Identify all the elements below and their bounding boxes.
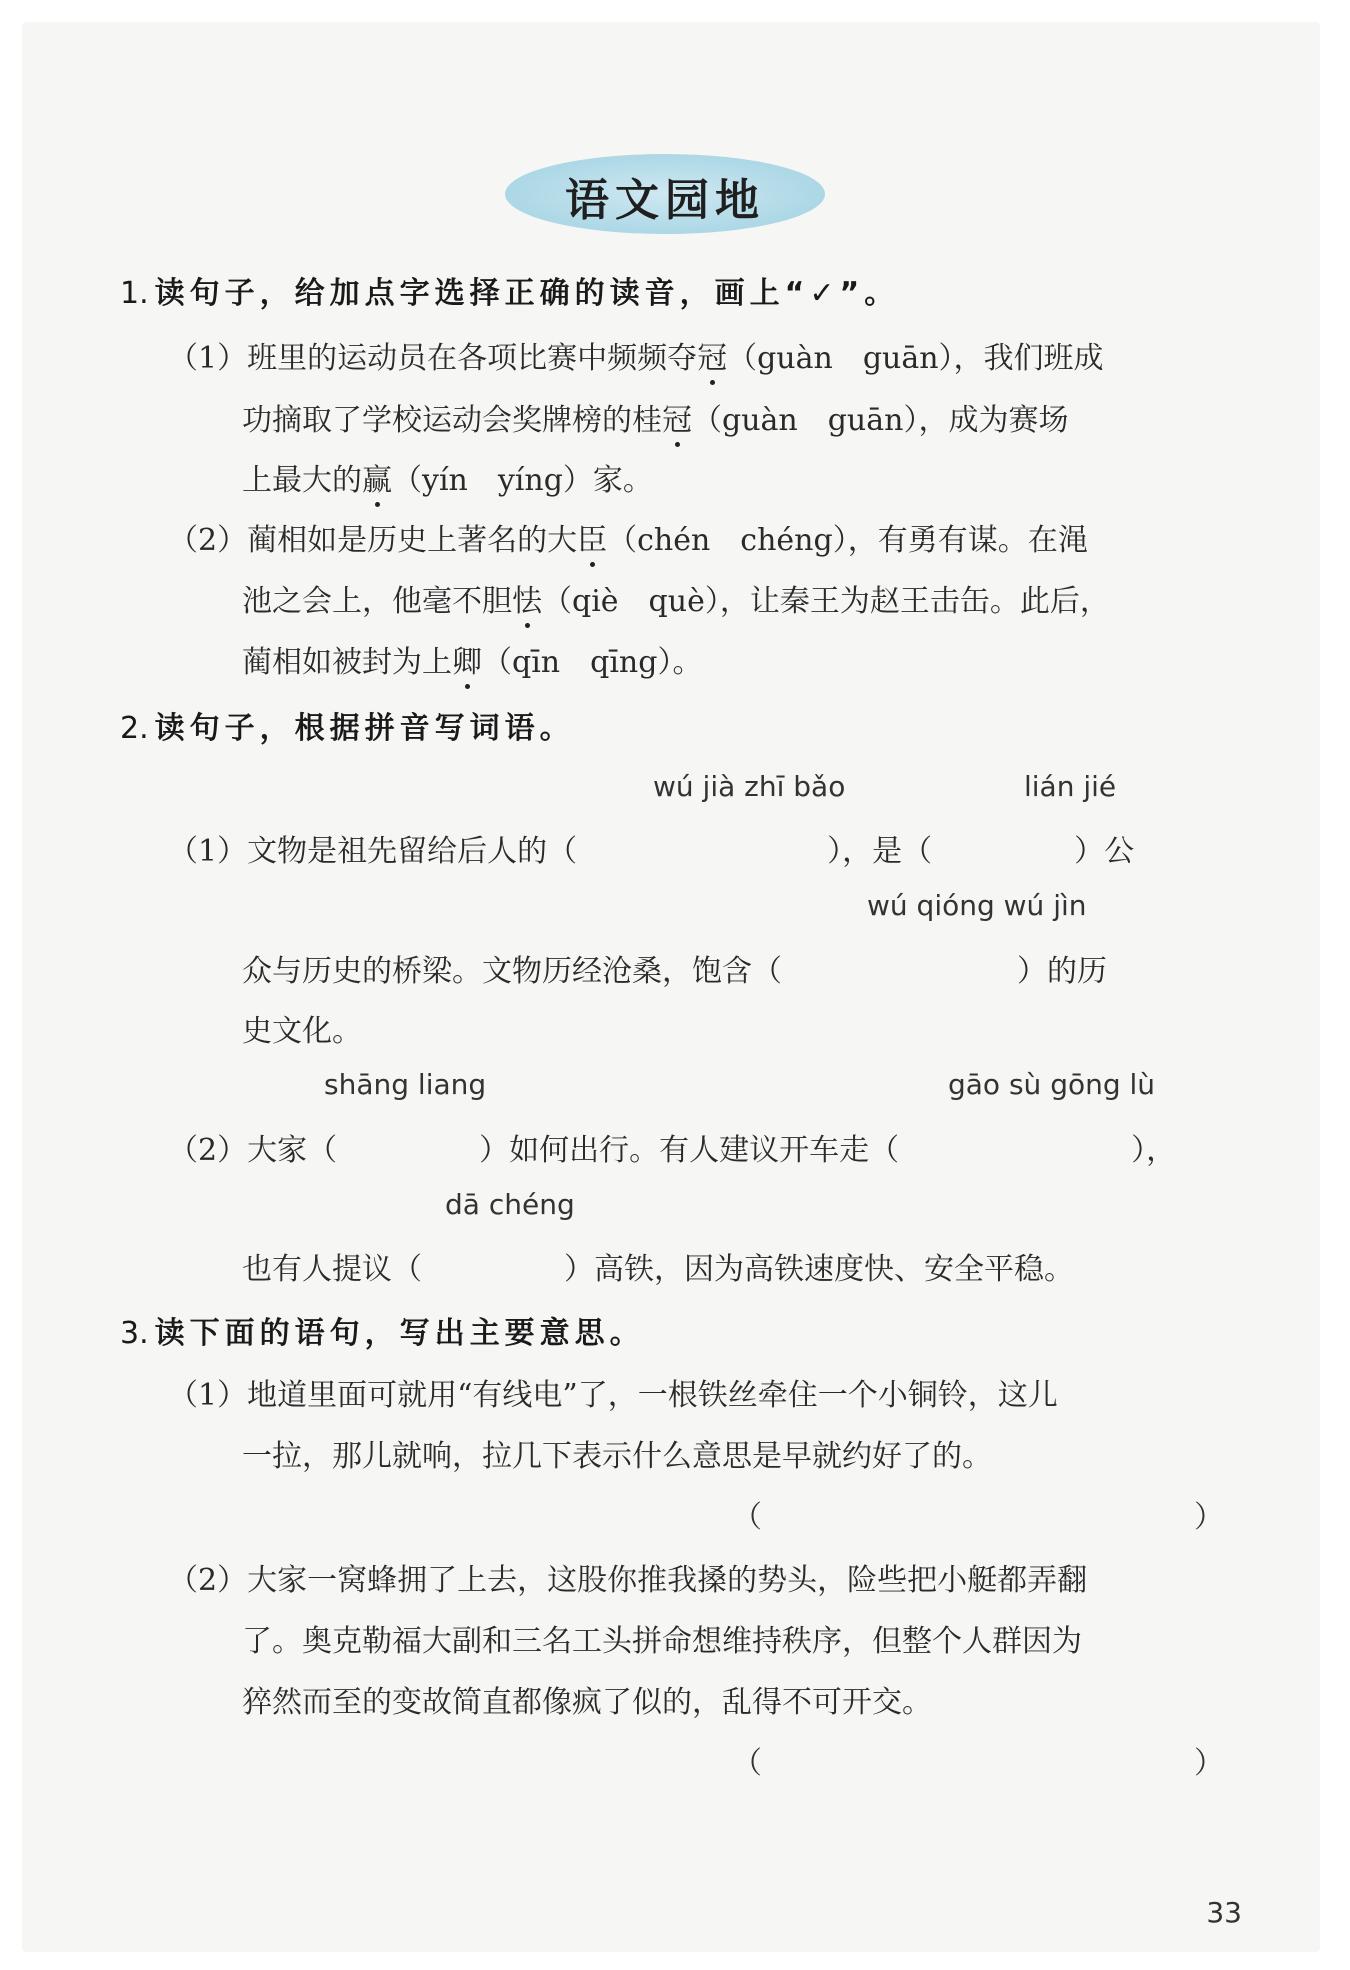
q1-item-1-pinyin-options[interactable]: （guàn guān），成为赛场 xyxy=(692,403,1069,438)
pinyin-hint: gāo sù gōng lù xyxy=(948,1068,1156,1101)
q2-item-1-label: （1） xyxy=(168,834,248,869)
dotted-character: 怯 xyxy=(512,576,542,620)
q3-item-1-label: （1） xyxy=(168,1378,248,1413)
q2-item-1-line-1 xyxy=(168,826,1134,870)
question-2-number: 2. xyxy=(120,711,149,746)
q3-item-1-line-1 xyxy=(168,1370,1058,1414)
q3-item-2-line-3: 猝然而至的变故简直都像疯了似的，乱得不可开交。 xyxy=(242,1685,932,1720)
pinyin-hint: wú jià zhī bǎo xyxy=(653,770,846,803)
q3-item-2-line-2: 了。奥克勒福大副和三名工头拼命想维持秩序，但整个人群因为 xyxy=(242,1624,1082,1659)
q2-item-2-text: ）， xyxy=(1131,1133,1177,1168)
summary-answer-field[interactable] xyxy=(765,1492,1185,1532)
q3-item-1-text: 地道里面可就用“有线电”了，一根铁丝牵住一个小铜铃，这儿 xyxy=(247,1378,1058,1413)
q2-item-2-line-1 xyxy=(168,1125,1176,1169)
q1-item-2-line-2 xyxy=(242,576,1110,620)
q1-item-1-text: 班里的运动员在各项比赛中频频夺 xyxy=(247,341,698,376)
q2-item-1-text: 文物是祖先留给后人的（ xyxy=(247,834,578,869)
q1-item-1-text: 上最大的 xyxy=(242,463,362,498)
q1-item-2-text: 蔺相如是历史上著名的大 xyxy=(247,523,578,558)
q2-item-2-text: ）如何出行。有人建议开车走（ xyxy=(479,1133,900,1168)
pinyin-hint: shāng liang xyxy=(324,1068,487,1101)
q1-item-2-pinyin-options[interactable]: （chén chéng），有勇有谋。在渑 xyxy=(607,523,1088,558)
page-number: 33 xyxy=(1206,1896,1242,1929)
q1-item-2-text: 池之会上，他毫不胆 xyxy=(242,584,512,619)
q2-item-2-line-2 xyxy=(242,1244,1074,1288)
q2-item-1-text: ）公 xyxy=(1074,834,1135,869)
pinyin-hint: wú qióng wú jìn xyxy=(867,889,1087,922)
q1-item-1-pinyin-options[interactable]: （yín yíng）家。 xyxy=(392,463,653,498)
pinyin-hint: lián jié xyxy=(1024,770,1117,803)
q1-item-2-pinyin-options[interactable]: （qiè què），让秦王为赵王击缶。此后， xyxy=(542,584,1110,619)
answer-close-paren: ） xyxy=(1194,1500,1224,1535)
q1-item-2-text: 蔺相如被封为上 xyxy=(242,645,452,680)
q3-item-2-line-1 xyxy=(168,1555,1087,1599)
q1-item-2-line-1 xyxy=(168,515,1088,559)
question-2-text: 读句子，根据拼音写词语。 xyxy=(154,711,575,746)
q2-item-1-line-3: 史文化。 xyxy=(242,1014,362,1049)
question-1-text: 读句子，给加点字选择正确的读音，画上“✓”。 xyxy=(154,276,900,311)
question-3-text: 读下面的语句，写出主要意思。 xyxy=(154,1316,645,1351)
dotted-character: 冠 xyxy=(697,333,727,377)
q2-item-2-text: 也有人提议（ xyxy=(242,1252,422,1287)
q3-item-2-text: 大家一窝蜂拥了上去，这股你推我搡的势头，险些把小艇都弄翻 xyxy=(247,1563,1088,1598)
q1-item-1-pinyin-options[interactable]: （guàn guān），我们班成 xyxy=(727,341,1104,376)
q1-item-1-line-2 xyxy=(242,395,1068,439)
page-title: 语文园地 xyxy=(565,175,765,226)
pinyin-hint: dā chéng xyxy=(445,1188,575,1221)
question-3-heading xyxy=(120,1308,645,1352)
summary-answer-field[interactable] xyxy=(765,1738,1185,1778)
q1-item-2-line-3 xyxy=(242,637,702,681)
q1-item-1-text: 功摘取了学校运动会奖牌榜的桂 xyxy=(242,403,662,438)
answer-open-paren: （ xyxy=(732,1746,762,1781)
q2-item-2-text: 大家（ xyxy=(247,1133,338,1168)
q2-item-1-text: ），是（ xyxy=(827,834,933,869)
question-2-heading xyxy=(120,703,575,747)
q2-item-1-text: 众与历史的桥梁。文物历经沧桑，饱含（ xyxy=(242,954,782,989)
question-1-number: 1. xyxy=(120,276,149,311)
q1-item-2-label: （2） xyxy=(168,523,248,558)
q2-item-1-text: ）的历 xyxy=(1017,954,1107,989)
q2-item-1-line-2 xyxy=(242,946,1107,990)
question-3-number: 3. xyxy=(120,1316,149,1351)
q2-item-2-label: （2） xyxy=(168,1133,248,1168)
dotted-character: 冠 xyxy=(662,395,692,439)
q1-item-1-line-3 xyxy=(242,455,653,499)
dotted-character: 臣 xyxy=(577,515,607,559)
q3-item-2-label: （2） xyxy=(168,1563,248,1598)
q1-item-1-label: （1） xyxy=(168,341,248,376)
q1-item-1-line-1 xyxy=(168,333,1104,377)
answer-close-paren: ） xyxy=(1194,1746,1224,1781)
q3-item-1-line-2: 一拉，那儿就响，拉几下表示什么意思是早就约好了的。 xyxy=(242,1439,992,1474)
q2-item-2-text: ）高铁，因为高铁速度快、安全平稳。 xyxy=(564,1252,1074,1287)
title-badge xyxy=(505,154,825,234)
question-1-heading xyxy=(120,268,899,312)
answer-open-paren: （ xyxy=(732,1500,762,1535)
q1-item-2-pinyin-options[interactable]: （qīn qīng）。 xyxy=(482,645,703,680)
dotted-character: 卿 xyxy=(452,637,482,681)
dotted-character: 赢 xyxy=(362,455,392,499)
